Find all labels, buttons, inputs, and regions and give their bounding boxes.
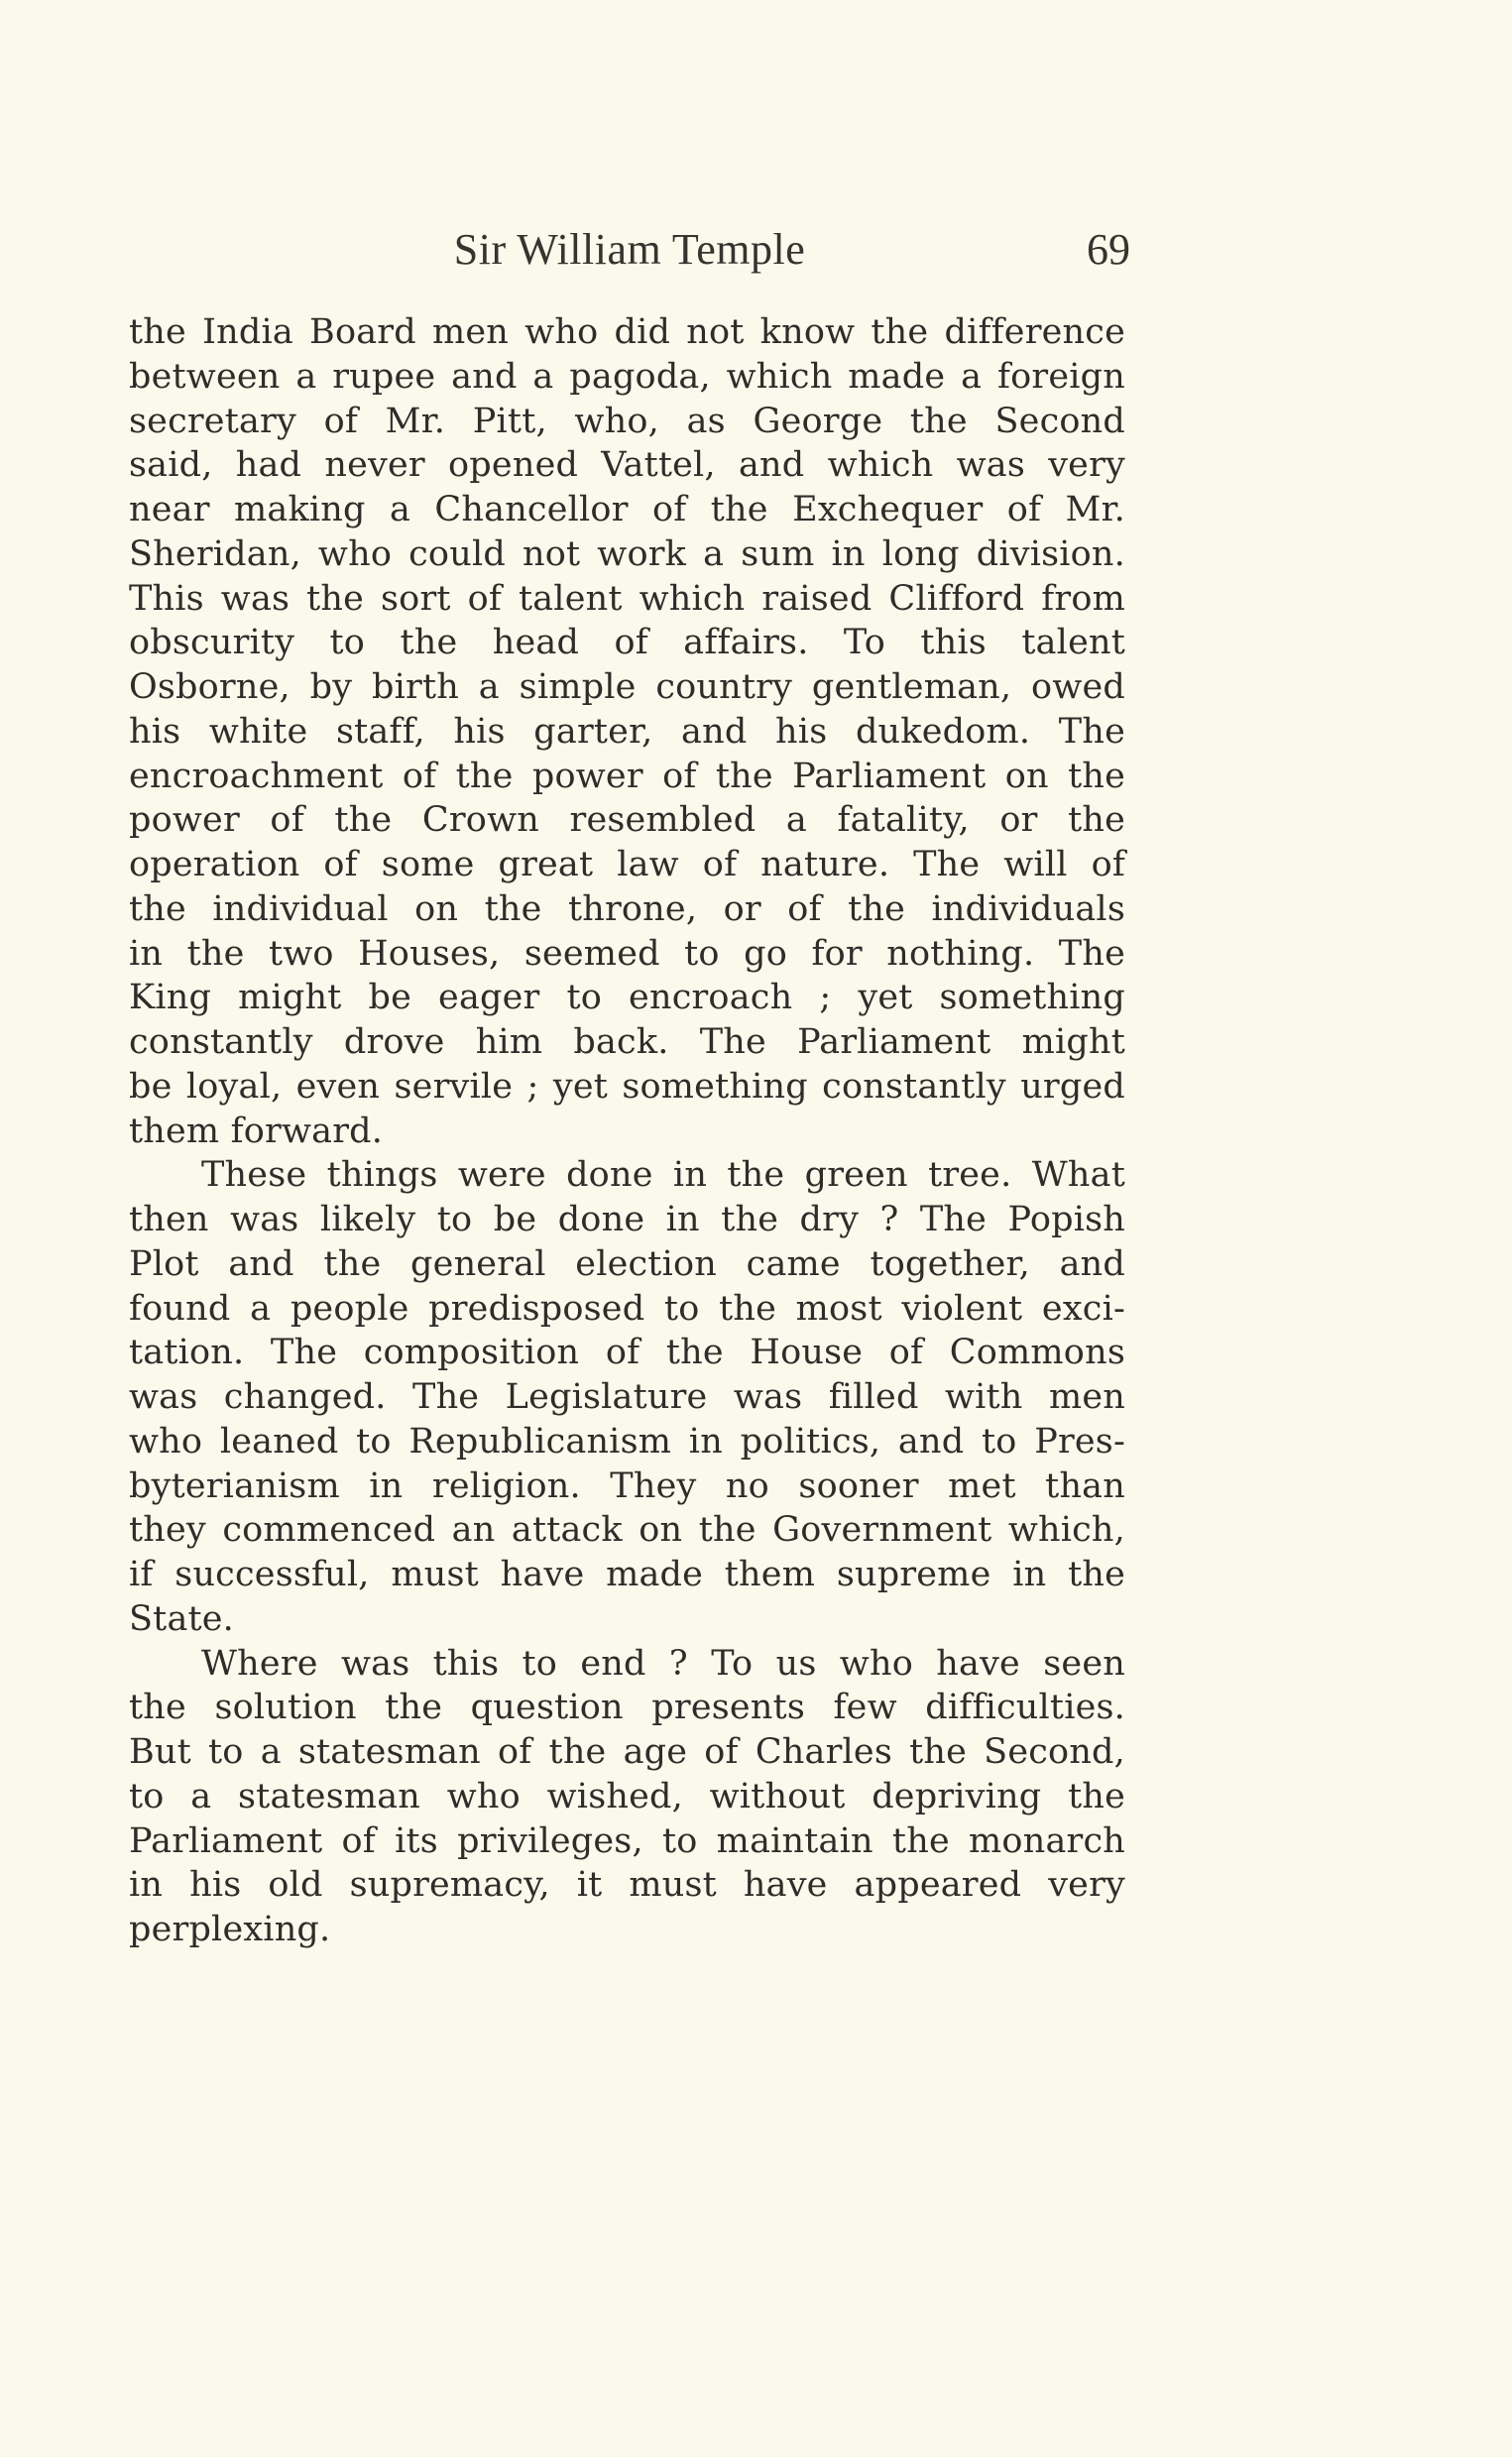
text-line: constantly drove him back. The Parliament might <box>129 1022 1125 1062</box>
text-line: found a people predisposed to the most violent exci- <box>129 1288 1125 1329</box>
text-line: was changed. The Legislature was filled with men <box>129 1377 1125 1417</box>
text-line: them forward. <box>129 1111 384 1151</box>
text-line: Sheridan, who could not work a sum in long division. <box>129 533 1125 574</box>
running-head <box>129 220 1130 280</box>
text-line: in his old supremacy, it must have appeared very <box>129 1865 1125 1906</box>
paragraph-2 <box>129 1153 1125 1641</box>
text-line: King might be eager to encroach ; yet something <box>129 978 1125 1018</box>
text-line: if successful, must have made them supreme in the <box>129 1555 1125 1594</box>
text-line: perplexing. <box>129 1910 331 1949</box>
text-line: State. <box>129 1598 235 1639</box>
text-line: they commenced an attack on the Government which, <box>129 1510 1125 1551</box>
text-line: be loyal, even servile ; yet something constantly urged <box>129 1066 1125 1107</box>
text-line: operation of some great law of nature. The will of <box>129 845 1125 884</box>
text-line: between a rupee and a pagoda, which made a foreign <box>129 356 1125 397</box>
text-line: Plot and the general election came together, and <box>129 1243 1125 1284</box>
text-line: then was likely to be done in the dry ? The Popish <box>129 1200 1125 1239</box>
page-number: 69 <box>1087 225 1130 274</box>
text-line: in the two Houses, seemed to go for nothing. The <box>129 933 1125 974</box>
text-line: This was the sort of talent which raised Clifford from <box>129 578 1125 619</box>
text-line: Osborne, by birth a simple country gentleman, owed <box>129 667 1125 707</box>
text-line: tation. The composition of the House of Commons <box>129 1333 1125 1373</box>
text-line: Where was this to end ? To us who have seen <box>201 1643 1125 1684</box>
text-line: obscurity to the head of affairs. To this talent <box>129 623 1125 663</box>
paragraph-1 <box>129 310 1125 1153</box>
text-line: his white staff, his garter, and his dukedom. The <box>129 711 1125 752</box>
text-line: said, had never opened Vattel, and which was very <box>129 445 1125 486</box>
text-line: near making a Chancellor of the Exchequer of Mr. <box>129 490 1125 529</box>
text-line: the individual on the throne, or of the individuals <box>129 888 1125 929</box>
text-line: power of the Crown resembled a fatality, or the <box>129 800 1125 841</box>
text-line: encroachment of the power of the Parliament on the <box>129 756 1125 796</box>
text-line: byterianism in religion. They no sooner met than <box>129 1465 1125 1506</box>
text-line: secretary of Mr. Pitt, who, as George the Second <box>129 401 1125 441</box>
text-line: Parliament of its privileges, to maintain the monarch <box>129 1820 1125 1861</box>
text-line: to a statesman who wished, without depriving the <box>129 1776 1125 1816</box>
body-text <box>129 310 1125 1952</box>
text-line: But to a statesman of the age of Charles the Second, <box>129 1732 1125 1772</box>
text-line: the solution the question presents few difficulties. <box>129 1688 1125 1728</box>
text-line: These things were done in the green tree. What <box>201 1155 1125 1196</box>
running-title: Sir William Temple <box>453 225 806 274</box>
text-line: the India Board men who did not know the difference <box>129 312 1125 352</box>
text-line: who leaned to Republicanism in politics, and to Pres- <box>129 1421 1125 1462</box>
paragraph-3 <box>129 1642 1125 1952</box>
